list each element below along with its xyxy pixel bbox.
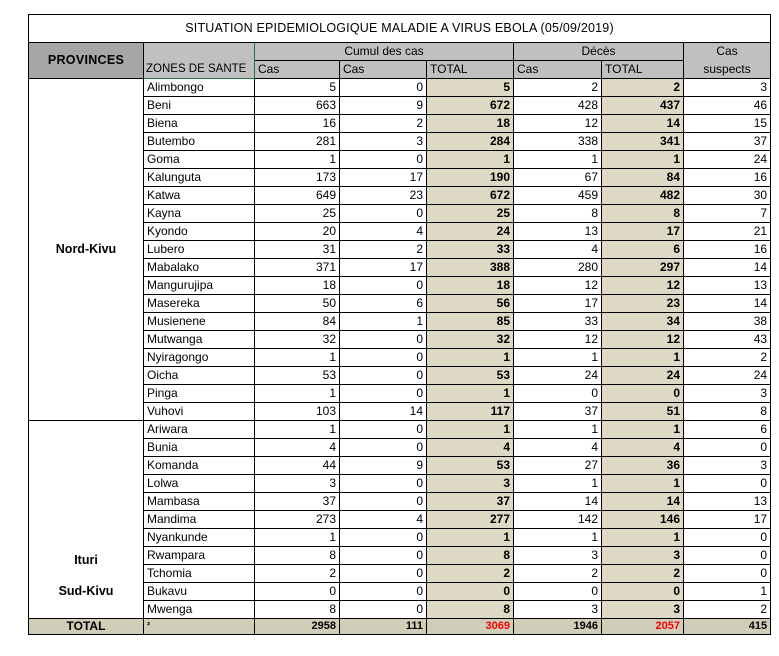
cas1-cell[interactable]: 1 bbox=[255, 421, 340, 439]
deaths-cases-cell[interactable]: 12 bbox=[514, 331, 602, 349]
table-row bbox=[29, 421, 771, 439]
zone-cell[interactable]: Goma bbox=[144, 151, 255, 169]
zone-cell[interactable]: Biena bbox=[144, 115, 255, 133]
zone-cell[interactable]: Kalunguta bbox=[144, 169, 255, 187]
deaths-total-cell[interactable]: 84 bbox=[602, 169, 684, 187]
zone-cell[interactable]: Kyondo bbox=[144, 223, 255, 241]
cas2-cell[interactable]: 4 bbox=[340, 223, 427, 241]
total-cases-cell[interactable]: 117 bbox=[427, 403, 514, 421]
deaths-cases-cell[interactable]: 2 bbox=[514, 565, 602, 583]
province-cell[interactable]: Sud-Kivu bbox=[29, 583, 144, 619]
zone-cell[interactable]: Oicha bbox=[144, 367, 255, 385]
total-cases-cell[interactable]: 18 bbox=[427, 277, 514, 295]
cas2-cell[interactable]: 0 bbox=[340, 277, 427, 295]
total-row bbox=[29, 619, 771, 635]
cas1-cell[interactable]: 18 bbox=[255, 277, 340, 295]
zone-cell[interactable]: Ariwara bbox=[144, 421, 255, 439]
total-cases-cell[interactable]: 284 bbox=[427, 133, 514, 151]
deaths-cases-cell[interactable]: 142 bbox=[514, 511, 602, 529]
total-suspects[interactable]: 415 bbox=[684, 619, 771, 635]
zone-cell[interactable]: Katwa bbox=[144, 187, 255, 205]
cas1-cell[interactable]: 16 bbox=[255, 115, 340, 133]
cas2-cell[interactable]: 0 bbox=[340, 529, 427, 547]
zone-cell[interactable]: Beni bbox=[144, 97, 255, 115]
cas2-cell[interactable]: 4 bbox=[340, 511, 427, 529]
suspects-cell[interactable]: 24 bbox=[684, 367, 771, 385]
deaths-cases-cell[interactable]: 4 bbox=[514, 241, 602, 259]
zone-cell[interactable]: Masereka bbox=[144, 295, 255, 313]
suspects-cell[interactable]: 3 bbox=[684, 79, 771, 97]
cas1-cell[interactable]: 31 bbox=[255, 241, 340, 259]
deaths-cases-cell[interactable]: 459 bbox=[514, 187, 602, 205]
total-cases-cell[interactable]: 277 bbox=[427, 511, 514, 529]
table-title: SITUATION EPIDEMIOLOGIQUE MALADIE A VIRUS EBOLA (05/09/2019) bbox=[29, 15, 771, 43]
cas1-cell[interactable]: 25 bbox=[255, 205, 340, 223]
cas1-cell[interactable]: 37 bbox=[255, 493, 340, 511]
cas1-cell[interactable]: 663 bbox=[255, 97, 340, 115]
deaths-total-cell[interactable]: 2 bbox=[602, 79, 684, 97]
deaths-cases-cell[interactable]: 4 bbox=[514, 439, 602, 457]
cas1-cell[interactable]: 53 bbox=[255, 367, 340, 385]
cas1-cell[interactable]: 2 bbox=[255, 565, 340, 583]
zone-cell[interactable]: Lubero bbox=[144, 241, 255, 259]
cas1-cell[interactable]: 1 bbox=[255, 385, 340, 403]
cas1-cell[interactable]: 649 bbox=[255, 187, 340, 205]
suspects-cell[interactable]: 16 bbox=[684, 169, 771, 187]
total-cases-cell[interactable]: 1 bbox=[427, 385, 514, 403]
suspects-cell[interactable]: 43 bbox=[684, 331, 771, 349]
total-deaths-cases[interactable]: 1946 bbox=[514, 619, 602, 635]
total-cases-cell[interactable]: 0 bbox=[427, 583, 514, 601]
zone-cell[interactable]: Bunia bbox=[144, 439, 255, 457]
deaths-total-cell[interactable]: 2 bbox=[602, 565, 684, 583]
cas1-cell[interactable]: 5 bbox=[255, 79, 340, 97]
total-cases-cell[interactable]: 4 bbox=[427, 439, 514, 457]
total-cases-cell[interactable]: 53 bbox=[427, 367, 514, 385]
deaths-cases-cell[interactable]: 0 bbox=[514, 385, 602, 403]
cas1-cell[interactable]: 0 bbox=[255, 583, 340, 601]
deaths-cases-header[interactable]: Cas bbox=[514, 61, 602, 79]
cas2-cell[interactable]: 1 bbox=[340, 313, 427, 331]
table-row bbox=[29, 79, 771, 97]
deaths-cases-cell[interactable]: 37 bbox=[514, 403, 602, 421]
zone-cell[interactable]: Lolwa bbox=[144, 475, 255, 493]
deaths-cases-cell[interactable]: 24 bbox=[514, 367, 602, 385]
suspects-cell[interactable]: 2 bbox=[684, 601, 771, 619]
cas2-cell[interactable]: 0 bbox=[340, 331, 427, 349]
deaths-total-cell[interactable]: 3 bbox=[602, 601, 684, 619]
total-deaths-sum[interactable]: 2057 bbox=[602, 619, 684, 635]
deaths-cases-cell[interactable]: 3 bbox=[514, 547, 602, 565]
deaths-cases-cell[interactable]: 3 bbox=[514, 601, 602, 619]
total-cases-cell[interactable]: 8 bbox=[427, 601, 514, 619]
zone-cell[interactable]: Komanda bbox=[144, 457, 255, 475]
deaths-cases-cell[interactable]: 1 bbox=[514, 529, 602, 547]
cas2-cell[interactable]: 0 bbox=[340, 439, 427, 457]
deaths-total-cell[interactable]: 1 bbox=[602, 349, 684, 367]
deaths-total-cell[interactable]: 0 bbox=[602, 583, 684, 601]
deaths-total-cell[interactable]: 0 bbox=[602, 385, 684, 403]
deaths-cases-cell[interactable]: 1 bbox=[514, 421, 602, 439]
deaths-cases-cell[interactable]: 33 bbox=[514, 313, 602, 331]
suspects-cell[interactable]: 17 bbox=[684, 511, 771, 529]
deaths-cases-cell[interactable]: 13 bbox=[514, 223, 602, 241]
total-cases-cell[interactable]: 1 bbox=[427, 529, 514, 547]
total-cases-cell[interactable]: 1 bbox=[427, 421, 514, 439]
cas2-cell[interactable]: 2 bbox=[340, 115, 427, 133]
deaths-total-cell[interactable]: 3 bbox=[602, 547, 684, 565]
total-cases-cell[interactable]: 32 bbox=[427, 331, 514, 349]
deaths-cases-cell[interactable]: 8 bbox=[514, 205, 602, 223]
deaths-total-cell[interactable]: 341 bbox=[602, 133, 684, 151]
deaths-cases-cell[interactable]: 280 bbox=[514, 259, 602, 277]
total-cases-cell[interactable]: 24 bbox=[427, 223, 514, 241]
cas1-cell[interactable]: 50 bbox=[255, 295, 340, 313]
province-cell[interactable]: Ituri bbox=[29, 421, 144, 583]
cas1-cell[interactable]: 8 bbox=[255, 547, 340, 565]
deaths-header[interactable]: Décès bbox=[514, 43, 684, 61]
deaths-total-cell[interactable]: 14 bbox=[602, 493, 684, 511]
zone-cell[interactable]: Nyiragongo bbox=[144, 349, 255, 367]
suspects-header-line2[interactable]: suspects bbox=[684, 61, 771, 79]
deaths-total-cell[interactable]: 6 bbox=[602, 241, 684, 259]
cas2-cell[interactable]: 0 bbox=[340, 79, 427, 97]
suspects-cell[interactable]: 1 bbox=[684, 583, 771, 601]
total-cases-cell[interactable]: 672 bbox=[427, 97, 514, 115]
cas1-cell[interactable]: 103 bbox=[255, 403, 340, 421]
total-cases-cell[interactable]: 56 bbox=[427, 295, 514, 313]
zone-cell[interactable]: Mandima bbox=[144, 511, 255, 529]
deaths-total-cell[interactable]: 482 bbox=[602, 187, 684, 205]
cas2-cell[interactable]: 9 bbox=[340, 457, 427, 475]
suspects-cell[interactable]: 7 bbox=[684, 205, 771, 223]
total-cases-cell[interactable]: 33 bbox=[427, 241, 514, 259]
deaths-cases-cell[interactable]: 12 bbox=[514, 277, 602, 295]
suspects-cell[interactable]: 13 bbox=[684, 277, 771, 295]
suspects-cell[interactable]: 21 bbox=[684, 223, 771, 241]
zone-cell[interactable]: Vuhovi bbox=[144, 403, 255, 421]
deaths-cases-cell[interactable]: 0 bbox=[514, 583, 602, 601]
suspects-cell[interactable]: 8 bbox=[684, 403, 771, 421]
zone-cell[interactable]: Mutwanga bbox=[144, 331, 255, 349]
deaths-total-cell[interactable]: 24 bbox=[602, 367, 684, 385]
deaths-total-cell[interactable]: 34 bbox=[602, 313, 684, 331]
zone-cell[interactable]: Rwampara bbox=[144, 547, 255, 565]
deaths-total-cell[interactable]: 4 bbox=[602, 439, 684, 457]
zone-cell[interactable]: Butembo bbox=[144, 133, 255, 151]
deaths-cases-cell[interactable]: 12 bbox=[514, 115, 602, 133]
zones-header-selected-cell[interactable]: ZONES DE SANTE bbox=[144, 43, 255, 79]
cas2-cell[interactable]: 0 bbox=[340, 493, 427, 511]
suspects-cell[interactable]: 38 bbox=[684, 313, 771, 331]
cas2-cell[interactable]: 3 bbox=[340, 133, 427, 151]
deaths-total-cell[interactable]: 437 bbox=[602, 97, 684, 115]
suspects-cell[interactable]: 0 bbox=[684, 439, 771, 457]
ebola-situation-table bbox=[28, 14, 771, 635]
deaths-cases-cell[interactable]: 27 bbox=[514, 457, 602, 475]
cas2-cell[interactable]: 0 bbox=[340, 385, 427, 403]
deaths-total-cell[interactable]: 1 bbox=[602, 475, 684, 493]
deaths-cases-cell[interactable]: 338 bbox=[514, 133, 602, 151]
cas1-cell[interactable]: 1 bbox=[255, 529, 340, 547]
cas2-cell[interactable]: 0 bbox=[340, 151, 427, 169]
total-cases-cell[interactable]: 5 bbox=[427, 79, 514, 97]
cas2-cell[interactable]: 0 bbox=[340, 565, 427, 583]
total-cas2[interactable]: 111 bbox=[340, 619, 427, 635]
cas2-cell[interactable]: 9 bbox=[340, 97, 427, 115]
total-cases-cell[interactable]: 672 bbox=[427, 187, 514, 205]
total-cases-cell[interactable]: 85 bbox=[427, 313, 514, 331]
deaths-total-cell[interactable]: 1 bbox=[602, 529, 684, 547]
zone-cell[interactable]: Alimbongo bbox=[144, 79, 255, 97]
deaths-total-cell[interactable]: 36 bbox=[602, 457, 684, 475]
cas2-cell[interactable]: 0 bbox=[340, 583, 427, 601]
suspects-cell[interactable]: 30 bbox=[684, 187, 771, 205]
deaths-cases-cell[interactable]: 428 bbox=[514, 97, 602, 115]
total-cases-sum[interactable]: 3069 bbox=[427, 619, 514, 635]
deaths-total-header[interactable]: TOTAL bbox=[602, 61, 684, 79]
total-marker[interactable]: ² bbox=[144, 619, 255, 635]
deaths-cases-cell[interactable]: 1 bbox=[514, 151, 602, 169]
cas1-cell[interactable]: 281 bbox=[255, 133, 340, 151]
suspects-cell[interactable]: 37 bbox=[684, 133, 771, 151]
suspects-cell[interactable]: 15 bbox=[684, 115, 771, 133]
cas2-cell[interactable]: 6 bbox=[340, 295, 427, 313]
table-row bbox=[29, 583, 771, 601]
cas2-cell[interactable]: 0 bbox=[340, 367, 427, 385]
total-cases-cell[interactable]: 25 bbox=[427, 205, 514, 223]
deaths-cases-cell[interactable]: 1 bbox=[514, 349, 602, 367]
suspects-cell[interactable]: 16 bbox=[684, 241, 771, 259]
provinces-header[interactable]: PROVINCES bbox=[29, 43, 144, 79]
cas1-cell[interactable]: 173 bbox=[255, 169, 340, 187]
suspects-cell[interactable]: 14 bbox=[684, 295, 771, 313]
deaths-cases-cell[interactable]: 1 bbox=[514, 475, 602, 493]
cas2-cell[interactable]: 17 bbox=[340, 169, 427, 187]
total-cases-cell[interactable]: 8 bbox=[427, 547, 514, 565]
cas1-cell[interactable]: 3 bbox=[255, 475, 340, 493]
deaths-cases-cell[interactable]: 14 bbox=[514, 493, 602, 511]
cas2-cell[interactable]: 0 bbox=[340, 601, 427, 619]
total-cases-cell[interactable]: 1 bbox=[427, 349, 514, 367]
total-cases-cell[interactable]: 388 bbox=[427, 259, 514, 277]
deaths-cases-cell[interactable]: 17 bbox=[514, 295, 602, 313]
suspects-cell[interactable]: 2 bbox=[684, 349, 771, 367]
cas1-cell[interactable]: 273 bbox=[255, 511, 340, 529]
deaths-total-cell[interactable]: 12 bbox=[602, 277, 684, 295]
cas1-cell[interactable]: 84 bbox=[255, 313, 340, 331]
cas2-header[interactable]: Cas bbox=[340, 61, 427, 79]
deaths-total-cell[interactable]: 12 bbox=[602, 331, 684, 349]
suspects-cell[interactable]: 24 bbox=[684, 151, 771, 169]
zone-cell[interactable]: Tchomia bbox=[144, 565, 255, 583]
zone-cell[interactable]: Kayna bbox=[144, 205, 255, 223]
cas1-cell[interactable]: 4 bbox=[255, 439, 340, 457]
deaths-total-cell[interactable]: 51 bbox=[602, 403, 684, 421]
cas1-cell[interactable]: 371 bbox=[255, 259, 340, 277]
total-cases-cell[interactable]: 2 bbox=[427, 565, 514, 583]
total-cases-cell[interactable]: 53 bbox=[427, 457, 514, 475]
deaths-total-cell[interactable]: 17 bbox=[602, 223, 684, 241]
cas1-cell[interactable]: 44 bbox=[255, 457, 340, 475]
deaths-total-cell[interactable]: 297 bbox=[602, 259, 684, 277]
total-cases-cell[interactable]: 18 bbox=[427, 115, 514, 133]
deaths-total-cell[interactable]: 146 bbox=[602, 511, 684, 529]
cumul-cases-header[interactable]: Cumul des cas bbox=[255, 43, 514, 61]
cas1-cell[interactable]: 1 bbox=[255, 151, 340, 169]
zone-cell[interactable]: Nyankunde bbox=[144, 529, 255, 547]
total-cases-cell[interactable]: 3 bbox=[427, 475, 514, 493]
suspects-cell[interactable]: 14 bbox=[684, 259, 771, 277]
cas1-cell[interactable]: 8 bbox=[255, 601, 340, 619]
suspects-cell[interactable]: 0 bbox=[684, 475, 771, 493]
zone-cell[interactable]: Musienene bbox=[144, 313, 255, 331]
suspects-cell[interactable]: 46 bbox=[684, 97, 771, 115]
total-cases-cell[interactable]: 37 bbox=[427, 493, 514, 511]
total-cases-cell[interactable]: 1 bbox=[427, 151, 514, 169]
cas2-cell[interactable]: 0 bbox=[340, 421, 427, 439]
suspects-cell[interactable]: 3 bbox=[684, 385, 771, 403]
zone-cell[interactable]: Mangurujipa bbox=[144, 277, 255, 295]
zone-cell[interactable]: Bukavu bbox=[144, 583, 255, 601]
suspects-cell[interactable]: 0 bbox=[684, 565, 771, 583]
suspects-header-line1[interactable]: Cas bbox=[684, 43, 771, 61]
province-cell[interactable]: Nord-Kivu bbox=[29, 79, 144, 421]
cas2-cell[interactable]: 17 bbox=[340, 259, 427, 277]
total-cas1[interactable]: 2958 bbox=[255, 619, 340, 635]
zone-cell[interactable]: Mwenga bbox=[144, 601, 255, 619]
deaths-total-cell[interactable]: 8 bbox=[602, 205, 684, 223]
cas1-cell[interactable]: 1 bbox=[255, 349, 340, 367]
cas2-cell[interactable]: 23 bbox=[340, 187, 427, 205]
suspects-cell[interactable]: 3 bbox=[684, 457, 771, 475]
deaths-total-cell[interactable]: 14 bbox=[602, 115, 684, 133]
suspects-cell[interactable]: 6 bbox=[684, 421, 771, 439]
cas2-cell[interactable]: 0 bbox=[340, 547, 427, 565]
deaths-cases-cell[interactable]: 67 bbox=[514, 169, 602, 187]
cas2-cell[interactable]: 2 bbox=[340, 241, 427, 259]
deaths-cases-cell[interactable]: 2 bbox=[514, 79, 602, 97]
suspects-cell[interactable]: 13 bbox=[684, 493, 771, 511]
zone-cell[interactable]: Mambasa bbox=[144, 493, 255, 511]
suspects-cell[interactable]: 0 bbox=[684, 547, 771, 565]
cas1-header[interactable]: Cas bbox=[255, 61, 340, 79]
cas2-cell[interactable]: 0 bbox=[340, 349, 427, 367]
cas1-cell[interactable]: 20 bbox=[255, 223, 340, 241]
total-cases-cell[interactable]: 190 bbox=[427, 169, 514, 187]
total-label[interactable]: TOTAL bbox=[29, 619, 144, 635]
zone-cell[interactable]: Pinga bbox=[144, 385, 255, 403]
cas1-cell[interactable]: 32 bbox=[255, 331, 340, 349]
suspects-cell[interactable]: 0 bbox=[684, 529, 771, 547]
total-cases-header[interactable]: TOTAL bbox=[427, 61, 514, 79]
cas2-cell[interactable]: 14 bbox=[340, 403, 427, 421]
cas2-cell[interactable]: 0 bbox=[340, 205, 427, 223]
deaths-total-cell[interactable]: 1 bbox=[602, 151, 684, 169]
deaths-total-cell[interactable]: 23 bbox=[602, 295, 684, 313]
cas2-cell[interactable]: 0 bbox=[340, 475, 427, 493]
deaths-total-cell[interactable]: 1 bbox=[602, 421, 684, 439]
zone-cell[interactable]: Mabalako bbox=[144, 259, 255, 277]
